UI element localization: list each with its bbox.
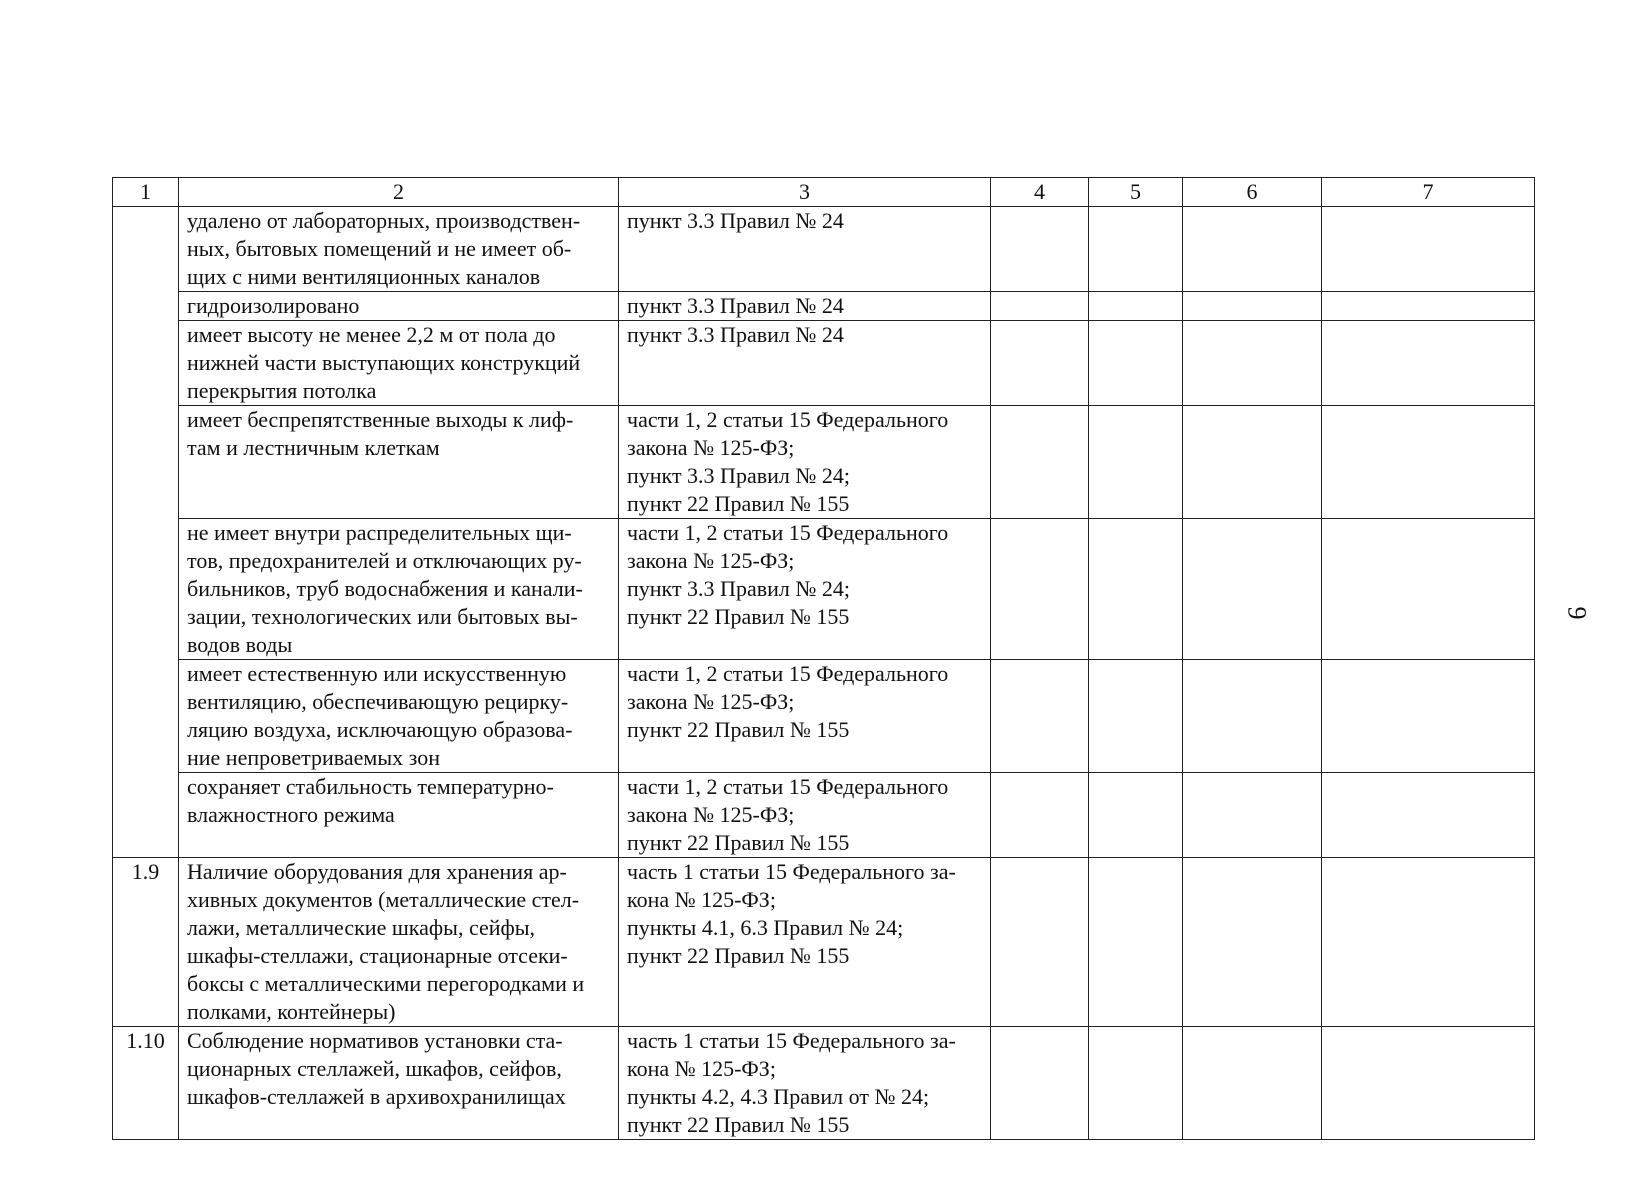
requirement-cell	[179, 858, 619, 1027]
reference-line: закона № 125-ФЗ;	[627, 802, 795, 827]
reference-line: закона № 125-ФЗ;	[627, 548, 795, 573]
requirement-line: гидроизолировано	[187, 293, 360, 318]
reference-cell	[619, 519, 991, 660]
empty-cell-col-4	[991, 1027, 1089, 1140]
requirement-line: водов воды	[187, 632, 293, 657]
reference-line: части 1, 2 статьи 15 Федерального	[627, 520, 949, 545]
reference-line: пункт 3.3 Правил № 24;	[627, 576, 850, 601]
requirement-cell	[179, 406, 619, 519]
reference-line: пункты 4.2, 4.3 Правил от № 24;	[627, 1084, 930, 1109]
header-col-3: 3	[619, 178, 991, 207]
empty-cell-col-5	[1089, 773, 1183, 858]
empty-cell-col-5	[1089, 519, 1183, 660]
empty-cell-col-7	[1322, 858, 1535, 1027]
reference-line: пункт 22 Правил № 155	[627, 604, 850, 629]
requirement-line: не имеет внутри распределительных щи-	[187, 520, 572, 545]
empty-cell-col-6	[1183, 406, 1322, 519]
empty-cell-col-6	[1183, 321, 1322, 406]
empty-cell-col-4	[991, 321, 1089, 406]
empty-cell-col-7	[1322, 1027, 1535, 1140]
reference-line: пункт 3.3 Правил № 24	[627, 293, 844, 318]
reference-line: части 1, 2 статьи 15 Федерального	[627, 661, 949, 686]
empty-cell-col-4	[991, 858, 1089, 1027]
requirement-line: полками, контейнеры)	[187, 999, 396, 1024]
requirement-line: ционарных стеллажей, шкафов, сейфов,	[187, 1056, 562, 1081]
empty-cell-col-4	[991, 773, 1089, 858]
reference-line: пункт 22 Правил № 155	[627, 491, 850, 516]
requirement-line: удалено от лабораторных, производствен-	[187, 208, 581, 233]
reference-cell	[619, 773, 991, 858]
row-number-cell	[113, 207, 179, 858]
requirement-line: боксы с металлическими перегородками и	[187, 971, 585, 996]
header-col-6: 6	[1183, 178, 1322, 207]
reference-line: закона № 125-ФЗ;	[627, 689, 795, 714]
table-row	[113, 207, 1535, 292]
requirement-line: щих с ними вентиляционных каналов	[187, 264, 541, 289]
reference-cell	[619, 660, 991, 773]
requirement-line: лажи, металлические шкафы, сейфы,	[187, 915, 536, 940]
empty-cell-col-5	[1089, 406, 1183, 519]
reference-line: пункт 3.3 Правил № 24;	[627, 463, 850, 488]
requirement-line: там и лестничным клеткам	[187, 435, 440, 460]
empty-cell-col-6	[1183, 858, 1322, 1027]
header-col-1: 1	[113, 178, 179, 207]
reference-line: часть 1 статьи 15 Федерального за-	[627, 859, 956, 884]
table-row	[113, 1027, 1535, 1140]
empty-cell-col-6	[1183, 660, 1322, 773]
requirement-line: вентиляцию, обеспечивающую рецирку-	[187, 689, 569, 714]
table-row	[113, 519, 1535, 660]
empty-cell-col-7	[1322, 406, 1535, 519]
reference-line: пункт 22 Правил № 155	[627, 943, 850, 968]
requirement-line: перекрытия потолка	[187, 378, 377, 403]
empty-cell-col-4	[991, 519, 1089, 660]
empty-cell-col-5	[1089, 292, 1183, 321]
empty-cell-col-7	[1322, 660, 1535, 773]
requirement-line: ных, бытовых помещений и не имеет об-	[187, 236, 572, 261]
reference-line: части 1, 2 статьи 15 Федерального	[627, 407, 949, 432]
requirement-line: Наличие оборудования для хранения ар-	[187, 859, 567, 884]
empty-cell-col-7	[1322, 773, 1535, 858]
empty-cell-col-5	[1089, 207, 1183, 292]
header-col-5: 5	[1089, 178, 1183, 207]
reference-line: закона № 125-ФЗ;	[627, 435, 795, 460]
reference-line: кона № 125-ФЗ;	[627, 1056, 776, 1081]
reference-line: части 1, 2 статьи 15 Федерального	[627, 774, 949, 799]
table-row	[113, 321, 1535, 406]
reference-line: пункт 22 Правил № 155	[627, 1112, 850, 1137]
empty-cell-col-5	[1089, 1027, 1183, 1140]
empty-cell-col-5	[1089, 321, 1183, 406]
reference-line: пункты 4.1, 6.3 Правил № 24;	[627, 915, 904, 940]
empty-cell-col-6	[1183, 773, 1322, 858]
reference-cell	[619, 321, 991, 406]
reference-cell	[619, 858, 991, 1027]
requirement-cell	[179, 519, 619, 660]
empty-cell-col-6	[1183, 519, 1322, 660]
header-col-2: 2	[179, 178, 619, 207]
requirement-line: имеет высоту не менее 2,2 м от пола до	[187, 322, 556, 347]
requirement-line: влажностного режима	[187, 802, 395, 827]
reference-cell	[619, 207, 991, 292]
empty-cell-col-4	[991, 406, 1089, 519]
reference-line: пункт 3.3 Правил № 24	[627, 208, 844, 233]
empty-cell-col-7	[1322, 321, 1535, 406]
page-number: 9	[1562, 606, 1592, 620]
reference-line: часть 1 статьи 15 Федерального за-	[627, 1028, 956, 1053]
table-row	[113, 292, 1535, 321]
table-row	[113, 773, 1535, 858]
table-row	[113, 858, 1535, 1027]
header-col-7: 7	[1322, 178, 1535, 207]
requirements-table	[112, 177, 1535, 1140]
reference-line: пункт 22 Правил № 155	[627, 717, 850, 742]
requirement-line: хивных документов (металлические стел-	[187, 887, 580, 912]
requirement-line: Соблюдение нормативов установки ста-	[187, 1028, 563, 1053]
requirement-line: бильников, труб водоснабжения и канали-	[187, 576, 583, 601]
reference-line: пункт 3.3 Правил № 24	[627, 322, 844, 347]
requirement-line: нижней части выступающих конструкций	[187, 350, 581, 375]
empty-cell-col-6	[1183, 1027, 1322, 1140]
reference-line: кона № 125-ФЗ;	[627, 887, 776, 912]
empty-cell-col-6	[1183, 207, 1322, 292]
header-col-4: 4	[991, 178, 1089, 207]
header-row	[113, 178, 1535, 207]
requirement-cell	[179, 292, 619, 321]
requirement-line: имеет беспрепятственные выходы к лиф-	[187, 407, 574, 432]
empty-cell-col-5	[1089, 660, 1183, 773]
requirement-line: тов, предохранителей и отключающих ру-	[187, 548, 582, 573]
empty-cell-col-5	[1089, 858, 1183, 1027]
requirement-line: имеет естественную или искусственную	[187, 661, 567, 686]
empty-cell-col-4	[991, 207, 1089, 292]
requirement-line: шкафы-стеллажи, стационарные отсеки-	[187, 943, 568, 968]
requirement-cell	[179, 207, 619, 292]
row-number-cell: 1.9	[113, 858, 179, 1027]
row-number-cell: 1.10	[113, 1027, 179, 1140]
empty-cell-col-6	[1183, 292, 1322, 321]
requirement-line: шкафов-стеллажей в архивохранилищах	[187, 1084, 566, 1109]
requirement-line: ние непроветриваемых зон	[187, 745, 440, 770]
table-row	[113, 660, 1535, 773]
requirement-cell	[179, 1027, 619, 1140]
reference-cell	[619, 292, 991, 321]
requirement-cell	[179, 660, 619, 773]
requirement-line: зации, технологических или бытовых вы-	[187, 604, 578, 629]
requirement-cell	[179, 321, 619, 406]
table-row	[113, 406, 1535, 519]
reference-line: пункт 22 Правил № 155	[627, 830, 850, 855]
empty-cell-col-7	[1322, 519, 1535, 660]
empty-cell-col-7	[1322, 292, 1535, 321]
empty-cell-col-4	[991, 660, 1089, 773]
reference-cell	[619, 1027, 991, 1140]
empty-cell-col-7	[1322, 207, 1535, 292]
reference-cell	[619, 406, 991, 519]
requirement-line: сохраняет стабильность температурно-	[187, 774, 554, 799]
requirement-line: ляцию воздуха, исключающую образова-	[187, 717, 573, 742]
requirement-cell	[179, 773, 619, 858]
empty-cell-col-4	[991, 292, 1089, 321]
